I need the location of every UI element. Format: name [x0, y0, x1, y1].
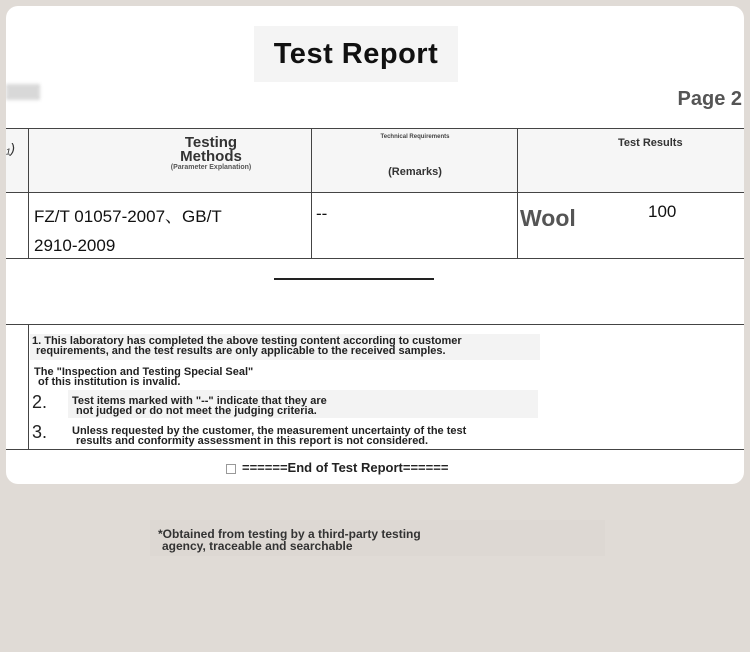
- footnote-line2: agency, traceable and searchable: [162, 539, 353, 553]
- table-col-divider-2: [311, 128, 312, 258]
- note-2-line1: Test items marked with "--" indicate that they are: [72, 395, 327, 407]
- header-methods-sub: (Parameter Explanation): [170, 164, 252, 171]
- header-methods-line1: Testing: [184, 134, 238, 151]
- report-title: Test Report: [254, 26, 458, 82]
- notes-bottom-border: [6, 449, 744, 450]
- header-technical-requirements: Technical Requirements: [380, 134, 450, 140]
- separator-line: [274, 278, 434, 280]
- note-1-line2: requirements, and the test results are only applicable to the received samples.: [36, 345, 446, 357]
- page-number: Page 2: [677, 88, 742, 110]
- seal-note-line1: The "Inspection and Testing Special Seal": [34, 366, 254, 378]
- header-methods-line2: Methods: [180, 148, 242, 165]
- table-header-border: [6, 192, 744, 193]
- note-2-line2: not judged or do not meet the judging criteria.: [76, 405, 317, 417]
- row-method-line2: 2910-2009: [34, 236, 116, 255]
- report-card: [6, 6, 744, 484]
- note-3-line1: Unless requested by the customer, the measurement uncertainty of the test: [72, 425, 467, 437]
- seal-note: [34, 367, 253, 387]
- end-of-report: [226, 460, 448, 475]
- header-testing-methods: [111, 136, 311, 171]
- row-method-line1: FZ/T 01057-2007、GB/T: [34, 207, 222, 226]
- note-1-line1: 1. This laboratory has completed the above testing content according to customer: [32, 335, 462, 347]
- table-top-border: [6, 128, 744, 129]
- notes-top-border: [6, 324, 744, 325]
- row-material-label: Wool: [520, 205, 576, 231]
- row-method-cell: [34, 202, 274, 260]
- header-test-results: Test Results: [618, 137, 683, 149]
- note-3-line2: results and conformity assessment in this report is not considered.: [76, 435, 429, 447]
- footnote-line1: *Obtained from testing by a third-party testing: [158, 527, 421, 541]
- table-col-divider-1: [28, 128, 29, 258]
- blurred-label: [6, 84, 40, 100]
- footnote: [158, 528, 421, 552]
- header-remarks: (Remarks): [388, 166, 442, 178]
- seal-note-line2: of this institution is invalid.: [38, 376, 181, 388]
- header-fragment: ₁): [6, 140, 16, 156]
- checkbox-mark-icon: [226, 464, 236, 474]
- row-remark-cell: --: [316, 204, 328, 223]
- note-1: [32, 336, 462, 356]
- note-3-number: 3.: [32, 422, 48, 442]
- note-2-number: 2.: [32, 392, 48, 412]
- row-result-value: 100: [648, 202, 677, 221]
- note-2: [72, 396, 327, 416]
- notes-left-border: [28, 324, 29, 449]
- note-3: [72, 426, 466, 446]
- end-of-report-text: ======End of Test Report======: [242, 460, 449, 475]
